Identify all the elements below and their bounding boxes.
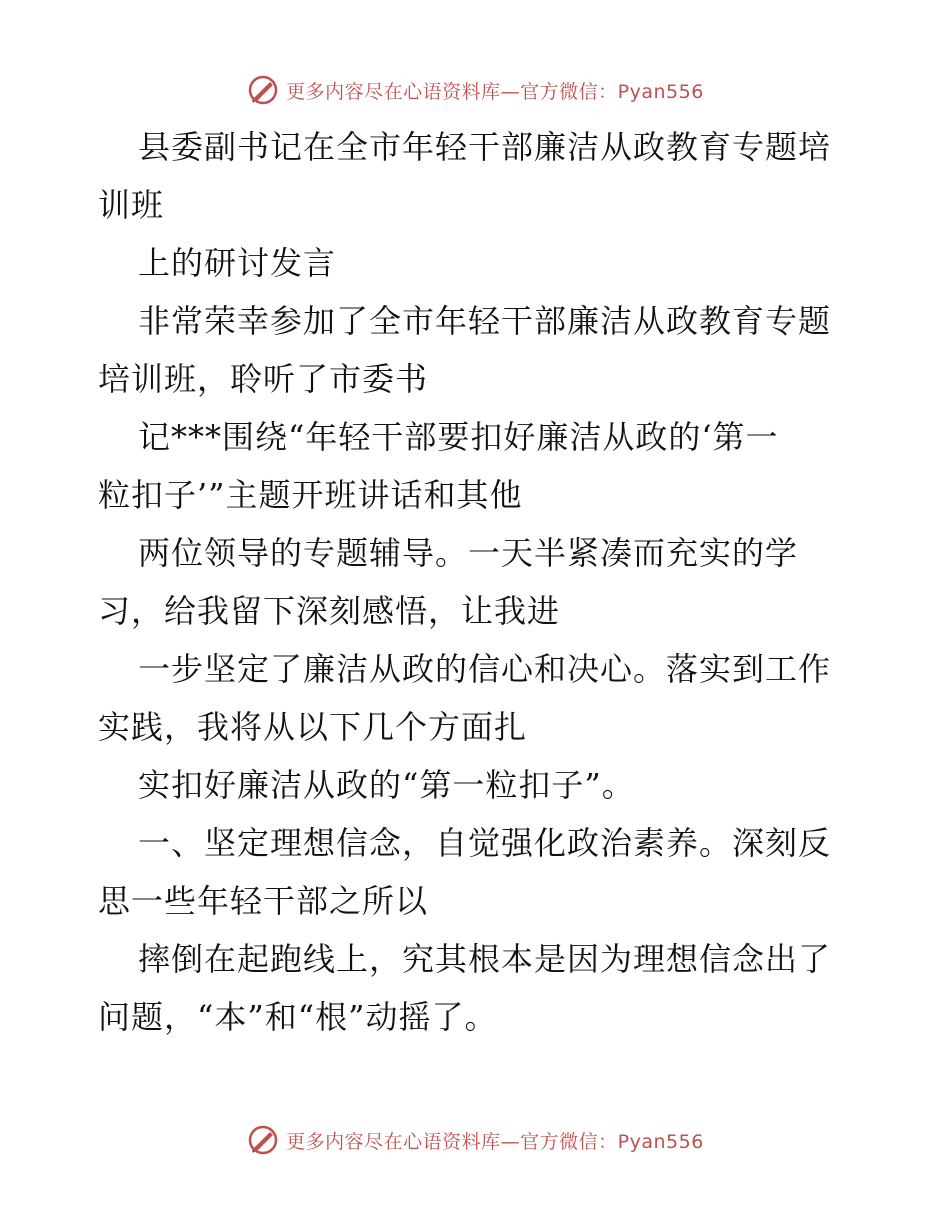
- doc-line: 培训班，聆听了市委书: [98, 360, 429, 398]
- footer-watermark-banner: [0, 1120, 950, 1160]
- pen-circle-logo-icon: [246, 1123, 280, 1157]
- doc-line: 非常荣幸参加了全市年轻干部廉洁从政教育专题: [138, 302, 832, 340]
- doc-line: 习，给我留下深刻感悟，让我进: [98, 592, 561, 630]
- doc-line: 问题，“本”和“根”动摇了。: [98, 998, 498, 1036]
- footer-watermark-text: 更多内容尽在心语资料库—官方微信：Pyan556: [286, 1130, 704, 1153]
- doc-line: 训班: [98, 186, 165, 224]
- pen-circle-logo-icon: [246, 73, 280, 107]
- doc-line: 思一些年轻干部之所以: [98, 882, 429, 920]
- header-watermark-text: 更多内容尽在心语资料库—官方微信：Pyan556: [286, 80, 704, 103]
- doc-line: 记***围绕“年轻干部要扣好廉洁从政的‘第一: [138, 418, 779, 456]
- doc-line: 一步坚定了廉洁从政的信心和决心。落实到工作: [138, 650, 832, 688]
- doc-line: 摔倒在起跑线上，究其根本是因为理想信念出了: [138, 940, 832, 978]
- doc-line: 一、坚定理想信念，自觉强化政治素养。深刻反: [138, 824, 832, 862]
- doc-line: 粒扣子’”主题开班讲话和其他: [98, 476, 523, 514]
- doc-line: 县委副书记在全市年轻干部廉洁从政教育专题培: [138, 128, 832, 166]
- doc-line: 两位领导的专题辅导。一天半紧凑而充实的学: [138, 534, 799, 572]
- document-body: [98, 118, 858, 1046]
- header-watermark-banner: [0, 70, 950, 110]
- doc-line: 上的研讨发言: [138, 244, 337, 282]
- doc-line: 实扣好廉洁从政的“第一粒扣子”。: [138, 766, 635, 804]
- doc-line: 实践，我将从以下几个方面扎: [98, 708, 528, 746]
